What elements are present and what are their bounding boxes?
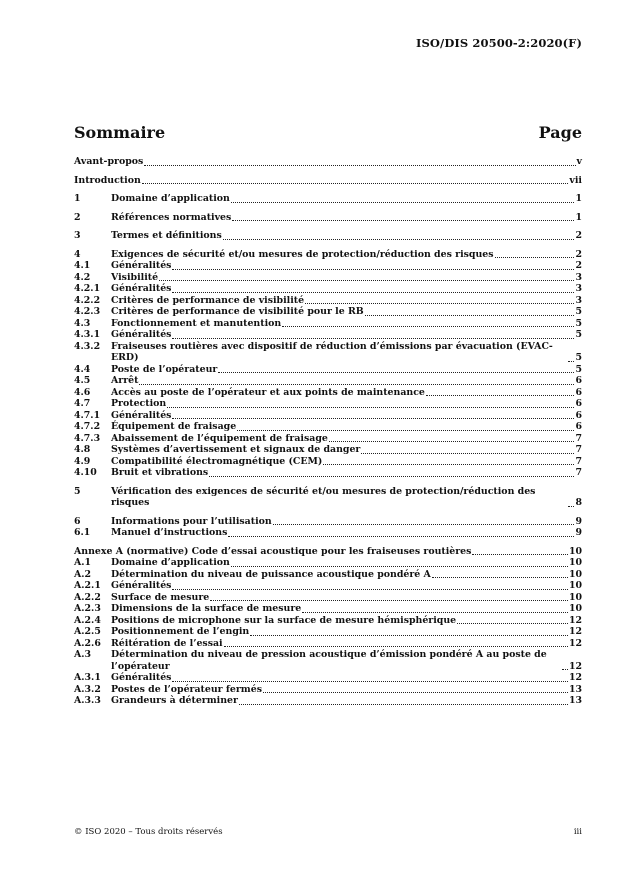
toc-entry-title: Abaissement de l’équipement de fraisage bbox=[111, 432, 328, 444]
toc-entry-body bbox=[111, 684, 582, 696]
dot-leader bbox=[562, 669, 568, 670]
dot-leader bbox=[142, 183, 569, 184]
toc-entry-page: 10 bbox=[568, 603, 582, 614]
toc-entry-page: 6 bbox=[575, 409, 582, 421]
toc-entry-page: 6 bbox=[575, 421, 582, 432]
toc-entry-number: 4 bbox=[74, 248, 81, 260]
dot-leader bbox=[323, 464, 574, 465]
toc-entry[interactable] bbox=[74, 375, 582, 387]
dot-leader bbox=[144, 165, 575, 166]
toc-entry[interactable] bbox=[74, 569, 582, 581]
toc-entry-body bbox=[111, 260, 582, 272]
toc-entry-number: 3 bbox=[74, 230, 81, 241]
dot-leader bbox=[432, 577, 568, 578]
toc-entry-title: Généralités bbox=[111, 409, 172, 421]
toc-entry-page: 12 bbox=[568, 660, 582, 672]
toc-entry-body bbox=[111, 695, 582, 707]
toc-entry-title: Visibilité bbox=[111, 271, 159, 283]
toc-entry-page: 1 bbox=[575, 211, 582, 223]
toc-entry-number: 4.3 bbox=[74, 317, 91, 329]
toc-entry-number: 4.1 bbox=[74, 260, 91, 271]
dot-leader bbox=[273, 524, 575, 525]
dot-leader bbox=[329, 441, 575, 442]
toc-entry-page: 3 bbox=[575, 271, 582, 283]
toc-entry[interactable] bbox=[74, 329, 582, 341]
toc-entry-number: 4.6 bbox=[74, 386, 91, 398]
toc-entry-body bbox=[111, 421, 582, 433]
dot-leader bbox=[263, 692, 568, 693]
dot-leader bbox=[361, 453, 574, 454]
toc-entry-number: 5 bbox=[74, 485, 81, 497]
toc-entry-title: Détermination du niveau de puissance acoustique pondéré A bbox=[111, 568, 431, 580]
toc-entry-body bbox=[111, 249, 582, 261]
toc-entry-title: Fonctionnement et manutention bbox=[111, 317, 282, 329]
toc-entry-title: Informations pour l’utilisation bbox=[111, 515, 272, 527]
toc-entry-number: 1 bbox=[74, 193, 81, 204]
dot-leader bbox=[305, 303, 574, 304]
footer-page-number: iii bbox=[573, 827, 582, 837]
toc-entry[interactable] bbox=[74, 433, 582, 445]
toc-entry-page: 10 bbox=[568, 591, 582, 603]
toc-entry-page: 6 bbox=[575, 398, 582, 409]
toc-entry-body bbox=[111, 364, 582, 376]
dot-leader bbox=[172, 269, 574, 270]
toc-entry-title: Accès au poste de l’opérateur et aux points de maintenance bbox=[111, 386, 425, 398]
toc-entry[interactable] bbox=[74, 341, 582, 364]
toc-entry-body bbox=[111, 329, 582, 341]
toc-entry-title: Domaine d’application bbox=[111, 193, 230, 204]
toc-entry[interactable] bbox=[74, 615, 582, 627]
toc-entry-page: 6 bbox=[575, 386, 582, 398]
toc-entry-title: Généralités bbox=[111, 580, 172, 591]
toc-entry-body bbox=[111, 649, 582, 672]
toc-entry-number: 4.7.1 bbox=[74, 409, 101, 421]
toc-entry-body bbox=[111, 295, 582, 307]
toc-entry[interactable] bbox=[74, 557, 582, 569]
toc-entry-body bbox=[111, 433, 582, 445]
toc-entry-body bbox=[111, 626, 582, 638]
dot-leader bbox=[172, 418, 574, 419]
toc-entry-body bbox=[111, 212, 582, 224]
toc-entry[interactable] bbox=[74, 175, 582, 187]
dot-leader bbox=[237, 430, 574, 431]
toc-entry[interactable] bbox=[74, 672, 582, 684]
toc-entry-title: Positionnement de l’engin bbox=[111, 626, 250, 637]
toc-entry-title: Domaine d’application bbox=[111, 557, 230, 568]
toc-entry-page: 7 bbox=[575, 444, 582, 455]
toc-entry[interactable] bbox=[74, 421, 582, 433]
toc-entry-title: Réitération de l’essai bbox=[111, 637, 223, 649]
toc-entry-title: Postes de l’opérateur fermés bbox=[111, 683, 262, 695]
toc-entry-title: Termes et définitions bbox=[111, 230, 222, 241]
toc-entry[interactable] bbox=[74, 410, 582, 422]
toc-entry-page: 1 bbox=[575, 193, 582, 204]
dot-leader bbox=[282, 326, 574, 327]
dot-leader bbox=[172, 589, 567, 590]
toc-entry-title: Compatibilité électromagnétique (CEM) bbox=[111, 455, 323, 467]
document-id: ISO/DIS 20500-2:2020(F) bbox=[416, 36, 582, 50]
toc-entry-number: A.2.1 bbox=[74, 580, 101, 591]
toc-entry-title: Critères de performance de visibilité bbox=[111, 294, 305, 306]
copyright-notice: © ISO 2020 – Tous droits réservés bbox=[74, 827, 223, 837]
toc-entry-title: Généralités bbox=[111, 283, 172, 294]
toc-entry-page: 5 bbox=[575, 317, 582, 329]
dot-leader bbox=[568, 506, 574, 507]
dot-leader bbox=[232, 220, 574, 221]
toc-entry-page: vii bbox=[569, 174, 582, 186]
toc-entry-page: 12 bbox=[568, 614, 582, 626]
toc-entry-page: 3 bbox=[575, 283, 582, 294]
toc-entry-page: 2 bbox=[575, 248, 582, 260]
toc-entry-title: Protection bbox=[111, 398, 167, 409]
toc-entry-number: 2 bbox=[74, 211, 81, 223]
dot-leader bbox=[172, 681, 567, 682]
toc-entry-number: 6.1 bbox=[74, 527, 91, 538]
dot-leader bbox=[167, 407, 574, 408]
dot-leader bbox=[472, 554, 568, 555]
toc-entry-body bbox=[74, 156, 582, 168]
toc-entry-title: Avant-propos bbox=[74, 156, 144, 167]
toc-entry-body bbox=[111, 410, 582, 422]
toc-entry[interactable] bbox=[74, 364, 582, 376]
toc-entry-page: 2 bbox=[575, 230, 582, 241]
toc-entry-body bbox=[111, 387, 582, 399]
toc-entry-title: Introduction bbox=[74, 174, 141, 186]
toc-entry-number: 4.5 bbox=[74, 375, 91, 386]
toc-entry-number: 4.2.1 bbox=[74, 283, 101, 294]
toc-entry-body bbox=[111, 592, 582, 604]
toc-entry-page: 5 bbox=[575, 306, 582, 317]
toc-entry-number: 4.7.3 bbox=[74, 432, 101, 444]
toc-entry-number: 4.9 bbox=[74, 455, 91, 467]
toc-entry-number: A.2 bbox=[74, 568, 92, 580]
toc-entry-number: 4.3.1 bbox=[74, 329, 101, 340]
toc-entry-title: Équipement de fraisage bbox=[111, 421, 237, 432]
toc-entry-title: Bruit et vibrations bbox=[111, 467, 209, 478]
toc-entry[interactable] bbox=[74, 638, 582, 650]
dot-leader bbox=[239, 704, 568, 705]
dot-leader bbox=[457, 623, 568, 624]
toc-entry-page: 8 bbox=[575, 497, 582, 508]
toc-entry-body bbox=[111, 456, 582, 468]
toc-entry-body bbox=[111, 375, 582, 387]
dot-leader bbox=[426, 395, 575, 396]
toc-entry-title: Fraiseuses routières avec dispositif de réduction d’émissions par évacuation (EVAC-ERD) bbox=[111, 340, 553, 363]
toc-entry-number: A.3.1 bbox=[74, 672, 101, 683]
toc-entry-title: Vérification des exigences de sécurité et/ou mesures de protection/réduction des risques bbox=[111, 485, 536, 508]
toc-entry-body bbox=[111, 580, 582, 592]
toc-entry[interactable] bbox=[74, 486, 582, 509]
toc-entry-page: 10 bbox=[568, 580, 582, 591]
dot-leader bbox=[209, 476, 574, 477]
dot-leader bbox=[224, 646, 568, 647]
toc-entry-number: 4.2 bbox=[74, 271, 91, 283]
dot-leader bbox=[159, 280, 574, 281]
toc-entry-page: 7 bbox=[575, 455, 582, 467]
toc-entry-number: A.3 bbox=[74, 649, 92, 660]
toc-entry-page: 10 bbox=[568, 557, 582, 568]
toc-entry-body bbox=[111, 527, 582, 539]
toc-entry-title: Manuel d’instructions bbox=[111, 527, 228, 538]
toc-entry-body bbox=[111, 272, 582, 284]
toc-entry[interactable] bbox=[74, 527, 582, 539]
toc-entry-number: A.1 bbox=[74, 557, 92, 568]
toc-entry[interactable] bbox=[74, 684, 582, 696]
toc-entry-number: A.2.2 bbox=[74, 591, 101, 603]
toc-entry-title: Annexe A (normative) Code d’essai acoustique pour les fraiseuses routières bbox=[74, 545, 472, 557]
toc-entry[interactable] bbox=[74, 592, 582, 604]
toc-entry-body bbox=[111, 603, 582, 615]
toc-entry-body bbox=[111, 230, 582, 242]
toc-entry-title: Généralités bbox=[111, 260, 172, 271]
toc-entry-number: 4.3.2 bbox=[74, 340, 101, 352]
toc-entry[interactable] bbox=[74, 318, 582, 330]
toc-entry-title: Critères de performance de visibilité pour le RB bbox=[111, 306, 364, 317]
toc-entry-title: Exigences de sécurité et/ou mesures de protection/réduction des risques bbox=[111, 248, 494, 260]
toc-entry-body bbox=[111, 398, 582, 410]
toc-entry-page: 12 bbox=[568, 672, 582, 683]
table-of-contents bbox=[74, 156, 582, 707]
toc-entry-body bbox=[111, 306, 582, 318]
toc-entry[interactable] bbox=[74, 467, 582, 479]
dot-leader bbox=[302, 612, 568, 613]
toc-entry-number: 4.2.2 bbox=[74, 294, 101, 306]
dot-leader bbox=[172, 292, 574, 293]
toc-entry-body bbox=[74, 175, 582, 187]
toc-entry-body bbox=[111, 444, 582, 456]
dot-leader bbox=[139, 384, 574, 385]
toc-entry-page: 9 bbox=[575, 527, 582, 538]
toc-entry[interactable] bbox=[74, 516, 582, 528]
toc-entry-number: 4.2.3 bbox=[74, 306, 101, 317]
toc-entry-number: 4.10 bbox=[74, 467, 97, 478]
toc-entry-title: Généralités bbox=[111, 672, 172, 683]
toc-entry-body bbox=[111, 341, 582, 364]
dot-leader bbox=[231, 202, 575, 203]
toc-title: Sommaire bbox=[74, 123, 166, 142]
toc-entry-page: 12 bbox=[568, 637, 582, 649]
toc-entry-page: 5 bbox=[575, 363, 582, 375]
toc-entry[interactable] bbox=[74, 649, 582, 672]
toc-entry-title: Surface de mesure bbox=[111, 591, 210, 603]
toc-entry-number: 4.7.2 bbox=[74, 421, 101, 432]
toc-entry[interactable] bbox=[74, 193, 582, 205]
toc-entry-body bbox=[111, 467, 582, 479]
toc-entry-page: 10 bbox=[568, 545, 582, 557]
toc-entry[interactable] bbox=[74, 580, 582, 592]
toc-entry-number: A.3.3 bbox=[74, 695, 101, 706]
dot-leader bbox=[172, 338, 574, 339]
toc-entry[interactable] bbox=[74, 626, 582, 638]
toc-entry-body bbox=[74, 546, 582, 558]
toc-entry-title: Grandeurs à déterminer bbox=[111, 695, 238, 706]
toc-entry-title: Références normatives bbox=[111, 211, 232, 223]
toc-entry[interactable] bbox=[74, 306, 582, 318]
toc-entry[interactable] bbox=[74, 695, 582, 707]
toc-entry-title: Dimensions de la surface de mesure bbox=[111, 603, 302, 614]
toc-entry-body bbox=[111, 557, 582, 569]
toc-entry[interactable] bbox=[74, 546, 582, 558]
toc-entry-title: Positions de microphone sur la surface de mesure hémisphérique bbox=[111, 614, 457, 626]
toc-entry-title: Détermination du niveau de pression acoustique d’émission pondéré A au poste de l’opérateur bbox=[111, 649, 547, 672]
toc-entry-title: Arrêt bbox=[111, 375, 139, 386]
toc-entry-body bbox=[111, 569, 582, 581]
toc-entry-page: 5 bbox=[575, 329, 582, 340]
toc-entry-number: A.2.5 bbox=[74, 626, 101, 637]
toc-entry-body bbox=[111, 283, 582, 295]
page-column-label: Page bbox=[538, 123, 582, 142]
toc-entry-body bbox=[111, 615, 582, 627]
dot-leader bbox=[365, 315, 575, 316]
toc-entry[interactable] bbox=[74, 249, 582, 261]
toc-entry-number: A.2.6 bbox=[74, 637, 101, 649]
toc-entry[interactable] bbox=[74, 456, 582, 468]
toc-entry-page: 12 bbox=[568, 626, 582, 637]
toc-entry[interactable] bbox=[74, 272, 582, 284]
dot-leader bbox=[210, 600, 568, 601]
toc-entry-body bbox=[111, 193, 582, 205]
toc-entry-body bbox=[111, 318, 582, 330]
dot-leader bbox=[568, 361, 574, 362]
dot-leader bbox=[250, 635, 568, 636]
toc-title-row bbox=[74, 123, 582, 143]
toc-entry-number: A.2.3 bbox=[74, 603, 101, 614]
toc-entry[interactable] bbox=[74, 295, 582, 307]
toc-entry-page: 6 bbox=[575, 375, 582, 386]
toc-entry-body bbox=[111, 638, 582, 650]
toc-entry[interactable] bbox=[74, 156, 582, 168]
toc-entry[interactable] bbox=[74, 212, 582, 224]
dot-leader bbox=[223, 239, 575, 240]
toc-entry-number: A.3.2 bbox=[74, 683, 101, 695]
toc-entry-number: 4.4 bbox=[74, 363, 91, 375]
toc-entry-title: Systèmes d’avertissement et signaux de danger bbox=[111, 444, 361, 455]
toc-entry-page: 7 bbox=[575, 432, 582, 444]
toc-entry-page: 2 bbox=[575, 260, 582, 271]
toc-entry-number: A.2.4 bbox=[74, 614, 101, 626]
toc-entry[interactable] bbox=[74, 398, 582, 410]
dot-leader bbox=[231, 566, 568, 567]
toc-entry-number: 4.8 bbox=[74, 444, 91, 455]
toc-entry-number: 6 bbox=[74, 515, 81, 527]
toc-entry-title: Généralités bbox=[111, 329, 172, 340]
toc-entry[interactable] bbox=[74, 260, 582, 272]
toc-entry[interactable] bbox=[74, 283, 582, 295]
toc-entry-page: 3 bbox=[575, 294, 582, 306]
toc-entry-page: v bbox=[576, 156, 582, 167]
dot-leader bbox=[495, 257, 575, 258]
toc-entry[interactable] bbox=[74, 444, 582, 456]
toc-entry-page: 13 bbox=[568, 683, 582, 695]
toc-entry-page: 9 bbox=[575, 515, 582, 527]
toc-entry-page: 5 bbox=[575, 352, 582, 363]
toc-entry[interactable] bbox=[74, 230, 582, 242]
dot-leader bbox=[218, 372, 574, 373]
toc-entry-page: 7 bbox=[575, 467, 582, 478]
toc-entry-title: Poste de l’opérateur bbox=[111, 363, 218, 375]
toc-entry[interactable] bbox=[74, 387, 582, 399]
toc-entry-number: 4.7 bbox=[74, 398, 91, 409]
toc-entry-body bbox=[111, 486, 582, 509]
toc-entry-body bbox=[111, 672, 582, 684]
toc-entry-page: 13 bbox=[568, 695, 582, 706]
dot-leader bbox=[228, 536, 574, 537]
toc-entry-page: 10 bbox=[568, 568, 582, 580]
toc-entry[interactable] bbox=[74, 603, 582, 615]
toc-entry-body bbox=[111, 516, 582, 528]
